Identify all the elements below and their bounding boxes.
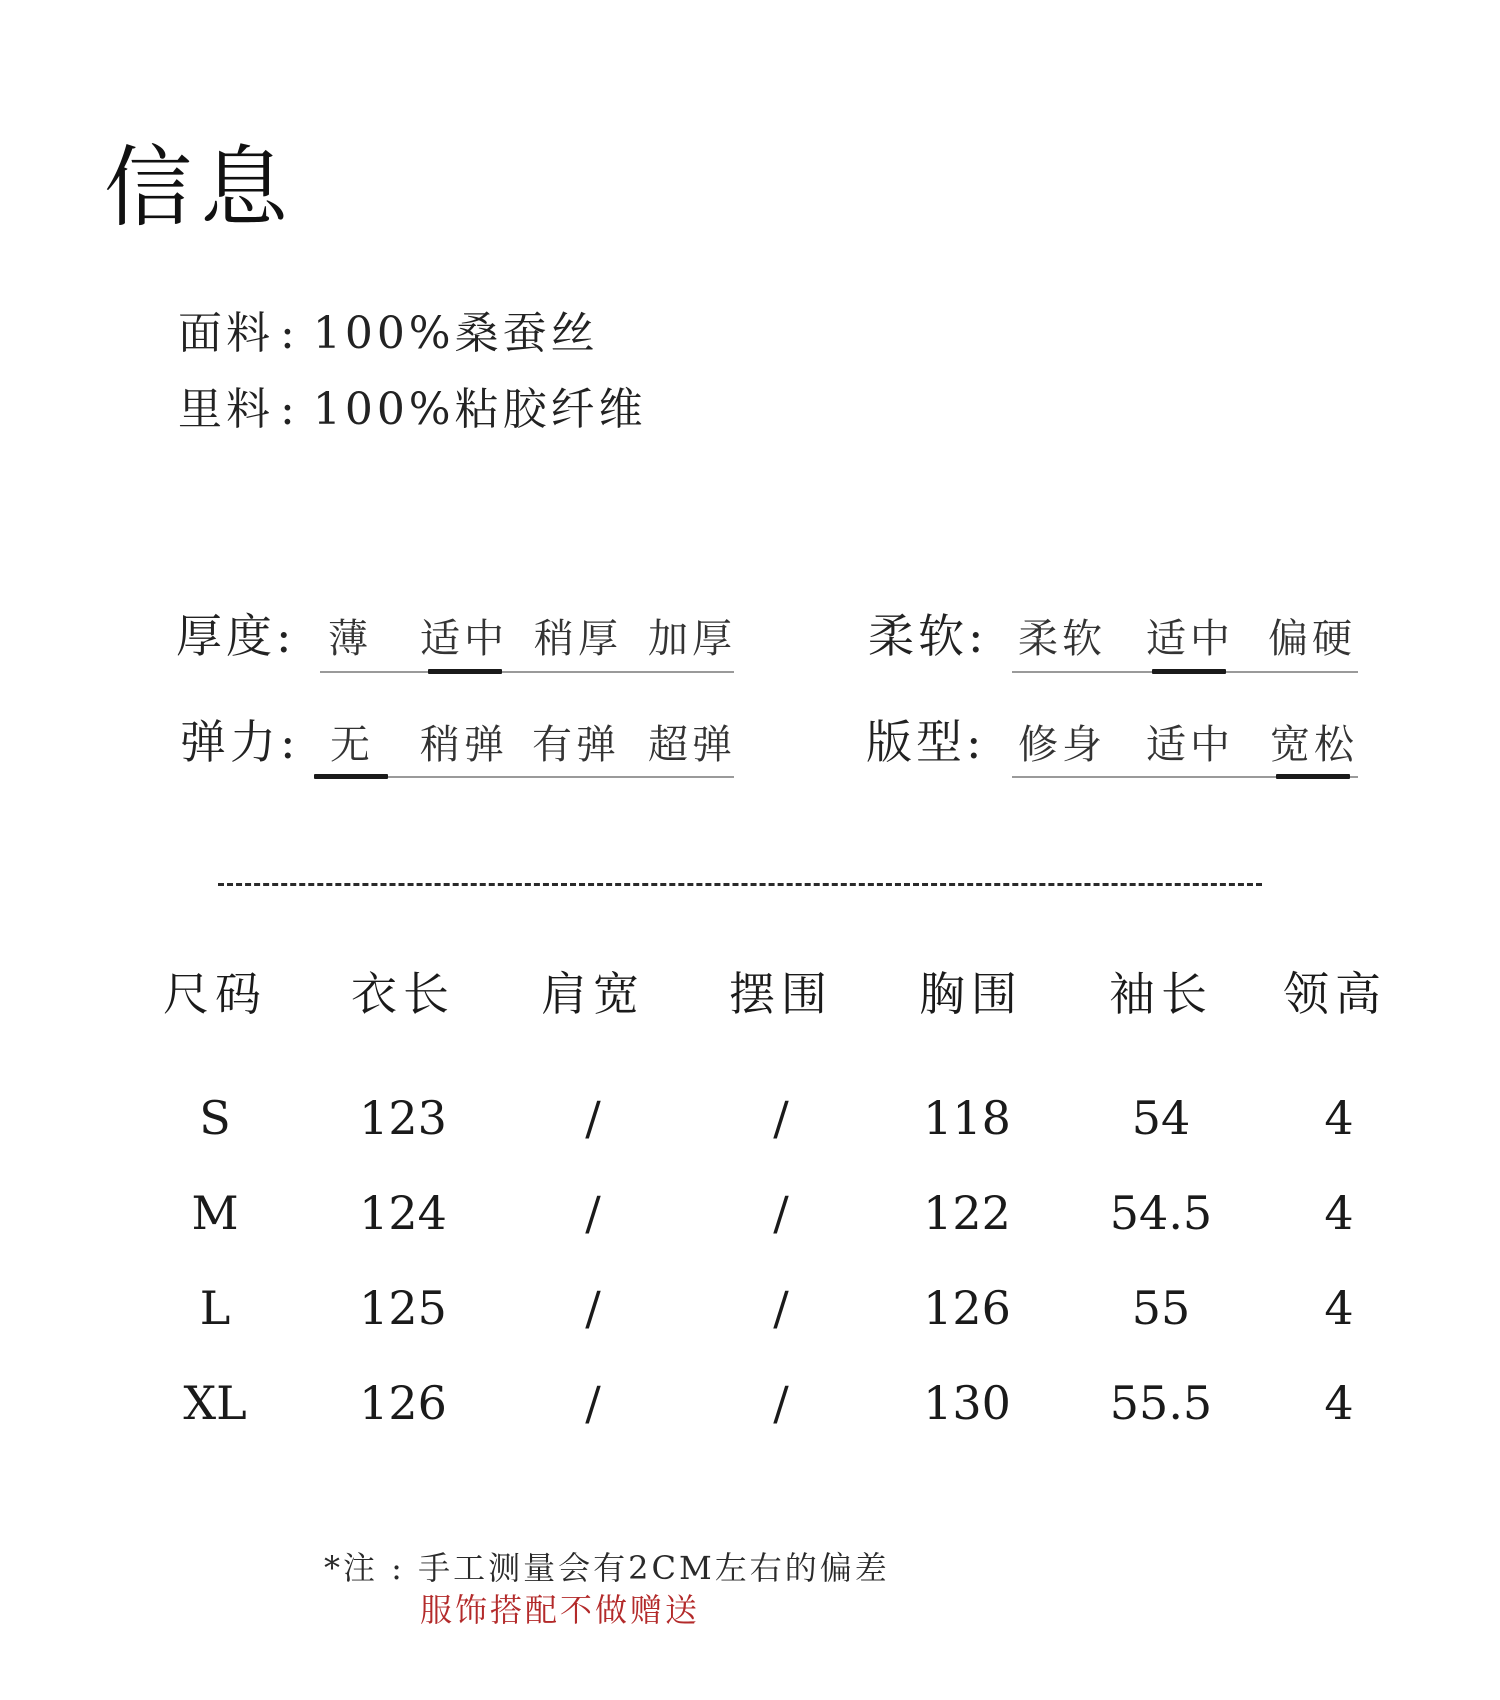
thickness-option-thick: 加厚: [648, 616, 736, 662]
table-cell: S: [199, 1091, 231, 1145]
table-cell: 55.5: [1109, 1376, 1213, 1430]
table-cell: 4: [1324, 1281, 1354, 1335]
thickness-selected-marker: [428, 669, 502, 674]
softness-option-hard: 偏硬: [1268, 616, 1356, 662]
elasticity-option-stretch: 有弹: [532, 722, 620, 768]
page-title: 信息: [104, 136, 297, 239]
softness-selected-marker: [1152, 669, 1226, 674]
table-cell: 125: [359, 1281, 447, 1335]
elasticity-option-super: 超弹: [648, 722, 736, 768]
table-cell: /: [585, 1376, 601, 1430]
fabric-outer-label: 面料: [178, 308, 274, 359]
table-cell: M: [191, 1186, 239, 1240]
table-cell: /: [773, 1376, 789, 1430]
fit-option-slim: 修身: [1018, 722, 1106, 768]
header-size: 尺码: [163, 967, 267, 1021]
table-cell: /: [585, 1186, 601, 1240]
fit-option-regular: 适中: [1146, 722, 1234, 768]
table-cell: 4: [1324, 1376, 1354, 1430]
softness-option-medium: 适中: [1146, 616, 1234, 662]
table-cell: 126: [359, 1376, 447, 1430]
accessories-note: 服饰搭配不做赠送: [420, 1591, 701, 1629]
thickness-scale-line: [320, 671, 734, 673]
header-sleeve: 袖长: [1109, 967, 1213, 1021]
table-cell: /: [585, 1281, 601, 1335]
table-cell: 130: [923, 1376, 1011, 1430]
header-hem: 摆围: [729, 967, 833, 1021]
header-collar: 领高: [1283, 967, 1387, 1021]
table-cell: 54: [1131, 1091, 1191, 1145]
thickness-label: 厚度:: [176, 609, 296, 663]
header-length: 衣长: [351, 967, 455, 1021]
header-chest: 胸围: [919, 967, 1023, 1021]
table-cell: XL: [183, 1376, 247, 1430]
thickness-option-thin: 薄: [328, 616, 372, 662]
fabric-lining-value: 100%粘胶纤维: [312, 384, 647, 435]
thickness-option-thicker: 稍厚: [534, 616, 622, 662]
table-cell: /: [773, 1186, 789, 1240]
table-cell: 124: [359, 1186, 447, 1240]
thickness-option-medium: 适中: [420, 616, 508, 662]
elasticity-option-none: 无: [330, 722, 374, 768]
dashed-divider: [218, 883, 1262, 886]
fabric-outer-row: [178, 306, 599, 362]
table-cell: 55: [1131, 1281, 1191, 1335]
table-cell: 126: [923, 1281, 1011, 1335]
softness-label: 柔软:: [868, 609, 988, 663]
table-cell: /: [773, 1281, 789, 1335]
softness-option-soft: 柔软: [1018, 616, 1106, 662]
fabric-lining-label: 里料: [178, 384, 274, 435]
fabric-colon: :: [280, 384, 299, 435]
table-cell: 54.5: [1109, 1186, 1213, 1240]
table-cell: /: [585, 1091, 601, 1145]
table-cell: 122: [923, 1186, 1011, 1240]
fit-option-loose: 宽松: [1270, 722, 1358, 768]
fabric-outer-value: 100%桑蚕丝: [312, 308, 599, 359]
fit-label: 版型:: [866, 715, 986, 769]
measurement-note: *注 : 手工测量会有2CM左右的偏差: [324, 1549, 890, 1587]
fabric-colon: :: [280, 308, 299, 359]
elasticity-option-slight: 稍弹: [420, 722, 508, 768]
table-cell: /: [773, 1091, 789, 1145]
fit-selected-marker: [1276, 774, 1350, 779]
table-cell: 123: [359, 1091, 447, 1145]
fabric-lining-row: [178, 382, 647, 438]
header-shoulder: 肩宽: [541, 967, 645, 1021]
table-cell: 4: [1324, 1186, 1354, 1240]
table-cell: 118: [923, 1091, 1011, 1145]
elasticity-label: 弹力:: [180, 715, 300, 769]
table-cell: L: [199, 1281, 231, 1335]
elasticity-selected-marker: [314, 774, 388, 779]
table-cell: 4: [1324, 1091, 1354, 1145]
